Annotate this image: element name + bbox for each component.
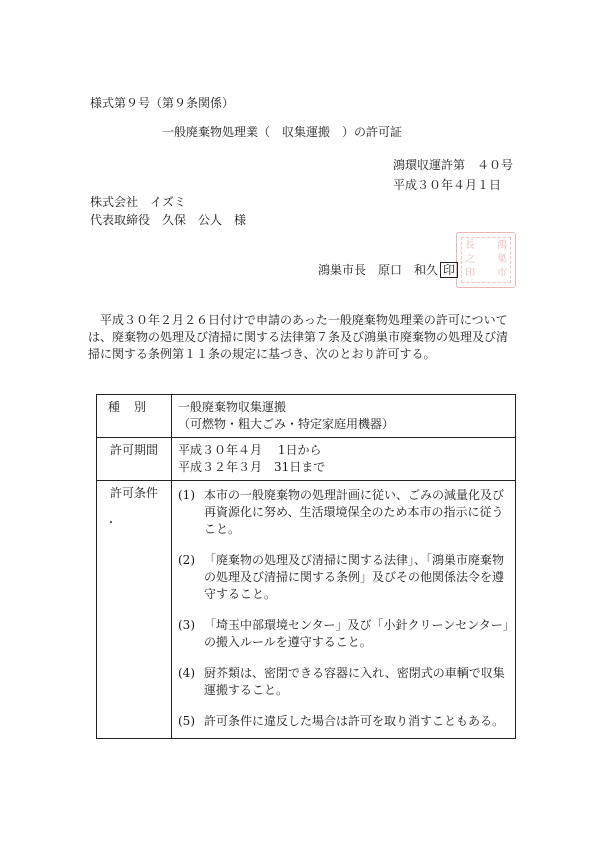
condition-text: 「埼玉中部環境センター」及び「小針クリーンセンター」の搬入ルールを遵守すること。 — [204, 618, 509, 649]
seal-glyph: 長 — [465, 240, 475, 251]
conditions-label: 許可条件 — [97, 481, 172, 739]
condition-item — [178, 713, 509, 730]
certificate-date: 平成３０年４月１日 — [393, 178, 502, 192]
condition-item — [178, 665, 509, 699]
period-label: 許可期間 — [97, 438, 172, 481]
condition-item — [178, 552, 509, 603]
seal-mark: 印 — [440, 262, 458, 278]
type-label: 種別 — [97, 395, 172, 438]
condition-item — [178, 617, 509, 651]
seal-glyph: 市 — [497, 268, 507, 279]
seal-glyph: 巣 — [497, 254, 507, 265]
recipient-company: 株式会社 イズミ — [90, 195, 186, 209]
document-title: 一般廃棄物処理業（ 収集運搬 ）の許可証 — [162, 125, 403, 139]
period-value — [172, 438, 516, 481]
period-line: 平成３０年４月 1日から — [178, 443, 322, 457]
period-line: 平成３２年３月 31日まで — [178, 460, 326, 474]
condition-text: 厨芥類は、密閉できる容器に入れ、密閉式の車輌で収集運搬すること。 — [204, 666, 505, 697]
condition-number: (2) — [178, 553, 195, 567]
condition-text: 許可条件に違反した場合は許可を取り消すこともある。 — [204, 714, 505, 728]
condition-item — [178, 487, 509, 538]
type-line: 一般廃棄物収集運搬 — [178, 400, 287, 414]
condition-number: (3) — [178, 618, 195, 632]
condition-text: 本市の一般廃棄物の処理計画に従い、ごみの減量化及び再資源化に努め、生活環境保全のため本市の指示に従うこと。 — [204, 488, 505, 536]
type-line: （可燃物・粗大ごみ・特定家庭用機器） — [178, 417, 395, 431]
condition-number: (4) — [178, 666, 195, 680]
permit-body-text: 平成３０年２月２６日付けで申請のあった一般廃棄物処理業の許可については、廃棄物の処理及び清掃に関する法律第７条及び鴻巣市廃棄物の処理及び清掃に関する条例第１１条の規定に基づき、次のとおり許可する。 — [88, 313, 509, 361]
condition-text: 「廃棄物の処理及び清掃に関する法律」、「鴻巣市廃棄物の処理及び清掃に関する条例」及びその他関係法令を遵守すること。 — [204, 553, 505, 601]
issuer-name: 鴻巣市長 原口 和久 — [318, 263, 439, 277]
seal-glyph: 鴻 — [497, 240, 507, 251]
condition-number: (5) — [178, 714, 195, 728]
type-value — [172, 395, 516, 438]
certificate-number: 鴻環収運許第 ４０号 — [393, 158, 514, 172]
stray-mark: ・ — [106, 518, 116, 529]
seal-glyph: 之 — [465, 254, 475, 265]
permit-details-table — [96, 394, 516, 739]
recipient-representative: 代表取締役 久保 公人 様 — [90, 213, 247, 227]
table-row — [97, 481, 516, 739]
issuer-line — [318, 262, 458, 278]
table-row — [97, 438, 516, 481]
table-row — [97, 395, 516, 438]
official-seal-stamp — [456, 232, 516, 288]
conditions-value — [172, 481, 516, 739]
condition-number: (1) — [178, 488, 195, 502]
seal-glyph: 印 — [465, 268, 475, 279]
form-number: 様式第９号（第９条関係） — [90, 96, 235, 110]
